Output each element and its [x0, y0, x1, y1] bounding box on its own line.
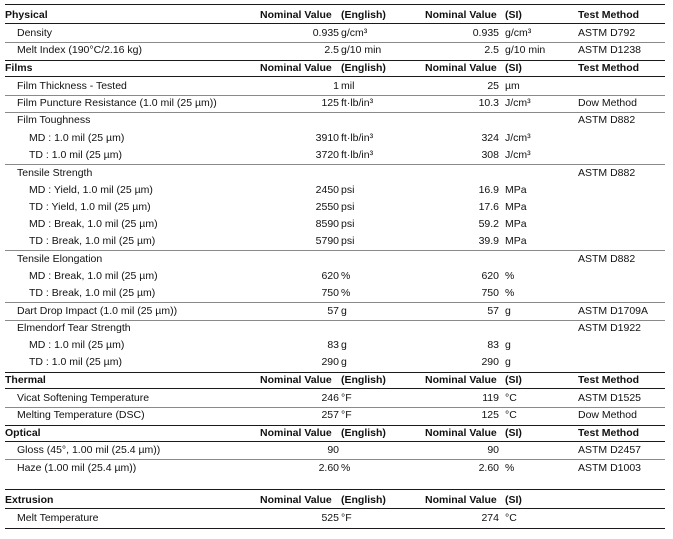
property-label: TD : Break, 1.0 mil (25 µm)	[29, 287, 156, 299]
si-value: 59.2	[478, 218, 499, 230]
table-rule	[5, 489, 665, 490]
english-value: 2.5	[324, 44, 339, 56]
property-label: MD : 1.0 mil (25 µm)	[29, 339, 125, 351]
si-unit: °C	[505, 512, 517, 524]
si-value: 290	[481, 356, 499, 368]
english-unit: g	[341, 339, 347, 351]
header-nominal-english: Nominal Value	[260, 9, 332, 21]
property-label: Film Puncture Resistance (1.0 mil (25 µm))	[17, 97, 217, 109]
property-label: MD : Yield, 1.0 mil (25 µm)	[29, 184, 153, 196]
table-rule	[5, 372, 665, 373]
english-unit: ft·lb/in³	[341, 149, 374, 161]
section-title: Physical	[5, 9, 48, 21]
english-unit: psi	[341, 218, 355, 230]
si-value: 2.60	[478, 462, 499, 474]
table-rule	[5, 459, 665, 460]
test-method: Dow Method	[578, 97, 637, 109]
property-label: Tensile Elongation	[17, 253, 103, 265]
english-value: 3910	[315, 132, 339, 144]
si-unit: %	[505, 462, 515, 474]
test-method: ASTM D1525	[578, 392, 642, 404]
si-value: 324	[481, 132, 499, 144]
table-rule	[5, 23, 665, 24]
property-label: MD : Break, 1.0 mil (25 µm)	[29, 270, 158, 282]
english-value: 2550	[315, 201, 339, 213]
header-si-unit: (SI)	[505, 9, 522, 21]
header-test-method: Test Method	[578, 62, 640, 74]
header-test-method: Test Method	[578, 9, 640, 21]
si-unit: %	[505, 287, 515, 299]
english-unit: °F	[341, 409, 352, 421]
si-unit: g	[505, 356, 511, 368]
si-value: 16.9	[478, 184, 499, 196]
section-title: Extrusion	[5, 494, 54, 506]
table-rule	[5, 528, 665, 529]
english-value: 750	[321, 287, 339, 299]
english-value: 0.935	[312, 27, 339, 39]
header-test-method: Test Method	[578, 374, 640, 386]
property-label: Melting Temperature (DSC)	[17, 409, 145, 421]
english-unit: mil	[341, 80, 355, 92]
header-nominal-si: Nominal Value	[425, 427, 497, 439]
si-value: 119	[482, 392, 499, 404]
english-value: 125	[321, 97, 339, 109]
header-english-unit: (English)	[341, 494, 386, 506]
si-unit: J/cm³	[505, 97, 531, 109]
header-english-unit: (English)	[341, 62, 386, 74]
english-value: 620	[321, 270, 339, 282]
si-unit: g	[505, 305, 511, 317]
property-label: Melt Temperature	[17, 512, 99, 524]
table-rule	[5, 425, 665, 426]
si-unit: µm	[505, 80, 520, 92]
si-unit: g/10 min	[505, 44, 546, 56]
english-value: 2.60	[318, 462, 339, 474]
section-title: Films	[5, 62, 33, 74]
header-si-unit: (SI)	[505, 494, 522, 506]
si-value: 17.6	[478, 201, 499, 213]
english-value: 1	[333, 80, 339, 92]
header-nominal-english: Nominal Value	[260, 494, 332, 506]
english-value: 5790	[315, 235, 339, 247]
english-value: 257	[321, 409, 339, 421]
header-english-unit: (English)	[341, 9, 386, 21]
header-si-unit: (SI)	[505, 374, 522, 386]
english-value: 8590	[315, 218, 339, 230]
english-value: 525	[321, 512, 339, 524]
si-unit: %	[505, 270, 515, 282]
table-rule	[5, 250, 665, 251]
header-test-method: Test Method	[578, 427, 640, 439]
table-rule	[5, 4, 665, 5]
si-value: 125	[481, 409, 499, 421]
property-label: Elmendorf Tear Strength	[17, 322, 131, 334]
english-unit: °F	[341, 512, 352, 524]
si-unit: °C	[505, 392, 517, 404]
header-nominal-si: Nominal Value	[425, 62, 497, 74]
english-value: 290	[321, 356, 339, 368]
si-value: 25	[487, 80, 499, 92]
table-rule	[5, 388, 665, 389]
header-nominal-english: Nominal Value	[260, 427, 332, 439]
header-english-unit: (English)	[341, 427, 386, 439]
table-rule	[5, 508, 665, 509]
english-value: 83	[327, 339, 339, 351]
header-nominal-si: Nominal Value	[425, 374, 497, 386]
table-rule	[5, 95, 665, 96]
si-value: 0.935	[472, 27, 499, 39]
test-method: ASTM D1003	[578, 462, 642, 474]
english-value: 2450	[315, 184, 339, 196]
test-method: ASTM D882	[578, 167, 636, 179]
english-unit: %	[341, 287, 351, 299]
english-unit: ft·lb/in³	[341, 97, 374, 109]
test-method: ASTM D882	[578, 253, 636, 265]
header-nominal-si: Nominal Value	[425, 9, 497, 21]
si-unit: g	[505, 339, 511, 351]
property-label: Vicat Softening Temperature	[17, 392, 150, 404]
header-nominal-si: Nominal Value	[425, 494, 497, 506]
english-value: 57	[327, 305, 339, 317]
property-label: Melt Index (190°C/2.16 kg)	[17, 44, 143, 56]
property-label: Tensile Strength	[17, 167, 93, 179]
si-unit: MPa	[505, 184, 527, 196]
property-label: TD : 1.0 mil (25 µm)	[29, 356, 122, 368]
si-value: 83	[487, 339, 499, 351]
table-rule	[5, 320, 665, 321]
header-si-unit: (SI)	[505, 427, 522, 439]
si-value: 2.5	[484, 44, 499, 56]
property-label: TD : 1.0 mil (25 µm)	[29, 149, 122, 161]
property-label: Dart Drop Impact (1.0 mil (25 µm))	[17, 305, 178, 317]
si-unit: J/cm³	[505, 149, 531, 161]
section-title: Optical	[5, 427, 41, 439]
table-rule	[5, 407, 665, 408]
english-value: 246	[321, 392, 339, 404]
english-unit: g/cm³	[341, 27, 368, 39]
property-label: MD : Break, 1.0 mil (25 µm)	[29, 218, 158, 230]
property-label: Haze (1.00 mil (25.4 µm))	[17, 462, 137, 474]
english-unit: g	[341, 305, 347, 317]
table-rule	[5, 42, 665, 43]
test-method: ASTM D1922	[578, 322, 642, 334]
si-value: 90	[487, 444, 499, 456]
si-unit: MPa	[505, 201, 527, 213]
si-unit: MPa	[505, 235, 527, 247]
header-nominal-english: Nominal Value	[260, 62, 332, 74]
table-rule	[5, 164, 665, 165]
si-unit: J/cm³	[505, 132, 531, 144]
si-value: 750	[481, 287, 499, 299]
section-title: Thermal	[5, 374, 46, 386]
english-unit: psi	[341, 235, 355, 247]
si-value: 620	[481, 270, 499, 282]
table-rule	[5, 112, 665, 113]
test-method: Dow Method	[578, 409, 637, 421]
test-method: ASTM D1709A	[578, 305, 649, 317]
header-nominal-english: Nominal Value	[260, 374, 332, 386]
property-label: Film Thickness - Tested	[17, 80, 127, 92]
english-unit: °F	[341, 392, 352, 404]
si-unit: g/cm³	[505, 27, 532, 39]
english-unit: %	[341, 462, 351, 474]
english-unit: ft·lb/in³	[341, 132, 374, 144]
english-unit: %	[341, 270, 351, 282]
property-label: Gloss (45°, 1.00 mil (25.4 µm))	[17, 444, 161, 456]
test-method: ASTM D792	[578, 27, 636, 39]
si-unit: MPa	[505, 218, 527, 230]
si-value: 39.9	[478, 235, 499, 247]
table-rule	[5, 60, 665, 61]
english-unit: g/10 min	[341, 44, 382, 56]
test-method: ASTM D1238	[578, 44, 642, 56]
table-rule	[5, 76, 665, 77]
english-value: 3720	[315, 149, 339, 161]
english-value: 90	[327, 444, 339, 456]
english-unit: g	[341, 356, 347, 368]
si-value: 308	[481, 149, 499, 161]
table-rule	[5, 302, 665, 303]
si-unit: °C	[505, 409, 517, 421]
test-method: ASTM D882	[578, 114, 636, 126]
property-label: TD : Yield, 1.0 mil (25 µm)	[29, 201, 151, 213]
property-label: MD : 1.0 mil (25 µm)	[29, 132, 125, 144]
si-value: 57	[487, 305, 499, 317]
property-label: TD : Break, 1.0 mil (25 µm)	[29, 235, 156, 247]
english-unit: psi	[341, 201, 355, 213]
english-unit: psi	[341, 184, 355, 196]
si-value: 274	[481, 512, 499, 524]
test-method: ASTM D2457	[578, 444, 642, 456]
property-label: Film Toughness	[17, 114, 91, 126]
si-value: 10.3	[478, 97, 499, 109]
property-label: Density	[17, 27, 53, 39]
header-si-unit: (SI)	[505, 62, 522, 74]
header-english-unit: (English)	[341, 374, 386, 386]
